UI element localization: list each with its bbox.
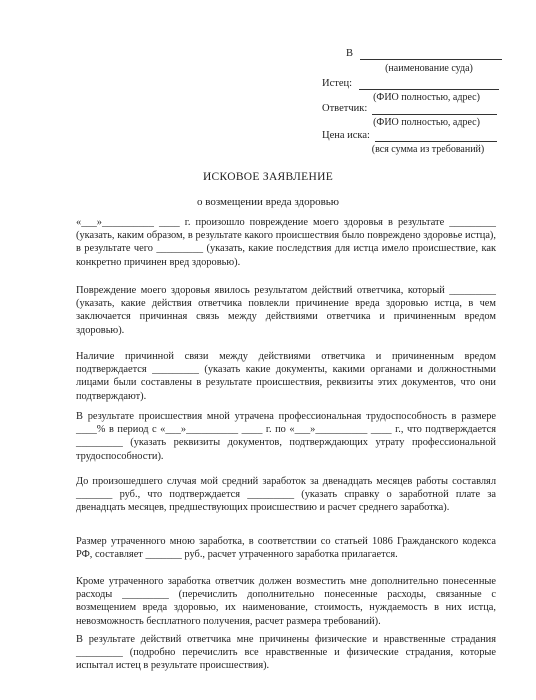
paragraph-additional-expenses: Кроме утраченного заработка ответчик должен возместить мне дополнительно понесенные расходы _________ (перечислить дополнительно понесенные расходы, связанные с возмещением вреда здоровью, их наименование, стоимость, нуждаемость в них истца, невозможность бесплатного получения, расчет размера требований). (76, 576, 496, 627)
claim-price-hint: (вся сумма из требований) (371, 144, 485, 155)
paragraph-average-earnings: До произошедшего случая мой средний заработок за двенадцать месяцев работы составлял _______ руб., что подтверждается _________ (указать справку о заработной плате за двенадцать месяцев, предшествующих происшествию и расчет среднего заработка). (76, 476, 496, 514)
paragraph-defendant-actions: Повреждение моего здоровья явилось результатом действий ответчика, который _________ (указать, какие действия ответчика повлекли причинение вреда здоровью истца, в чем заключается причинная связь между действиями ответчика и причиненным вредом здоровью). (76, 285, 496, 336)
document-title: ИСКОВОЕ ЗАЯВЛЕНИЕ (202, 171, 334, 183)
defendant-hint: (ФИО полностью, адрес) (373, 117, 480, 128)
plaintiff-line (359, 79, 499, 90)
court-hint: (наименование суда) (385, 63, 473, 74)
document-subtitle: о возмещении вреда здоровью (197, 196, 339, 208)
defendant-row (322, 103, 497, 115)
paragraph-work-capacity: В результате происшествия мной утрачена профессиональная трудоспособность в размере ____% в период с «___»__________ ____ г. по «___»__________ ____ г., что подтверждается _________ (указать реквизиты документов, подтверждающих утрату профессиональной трудоспособности). (76, 411, 496, 462)
paragraph-incident: «___»__________ ____ г. произошло повреждение моего здоровья в результате _________ (указать, каким образом, в результате какого происшествия было повреждено здоровье истца), в результате чего _________ (указать, какие последствия для истца имело происшествие, как конкретно причинен вред здоровью). (76, 217, 496, 268)
defendant-line (372, 104, 497, 115)
plaintiff-label: Истец: (322, 78, 353, 89)
paragraph-causal-link: Наличие причинной связи между действиями ответчика и причиненным вредом подтверждается _________ (указать какие документы, какими органами и должностными лицами были составлены в результате происшествия, реквизиты этих документов, что они подтверждают). (76, 351, 496, 402)
claim-price-row (322, 130, 497, 142)
plaintiff-row (322, 78, 499, 90)
paragraph-lost-earnings: Размер утраченного мною заработка, в соответствии со статьей 1086 Гражданского кодекса РФ, составляет _______ руб., расчет утраченного заработка прилагается. (76, 536, 496, 561)
court-row (346, 48, 502, 60)
paragraph-moral-damage: В результате действий ответчика мне причинены физические и нравственные страдания _________ (подробно перечислить все нравственные и физические страдания, которые испытал истец в результате происшествия). (76, 634, 496, 672)
court-label: В (346, 48, 354, 59)
court-line (360, 49, 502, 60)
claim-price-label: Цена иска: (322, 130, 370, 141)
defendant-label: Ответчик: (322, 103, 368, 114)
claim-price-line (375, 131, 497, 142)
plaintiff-hint: (ФИО полностью, адрес) (373, 92, 480, 103)
